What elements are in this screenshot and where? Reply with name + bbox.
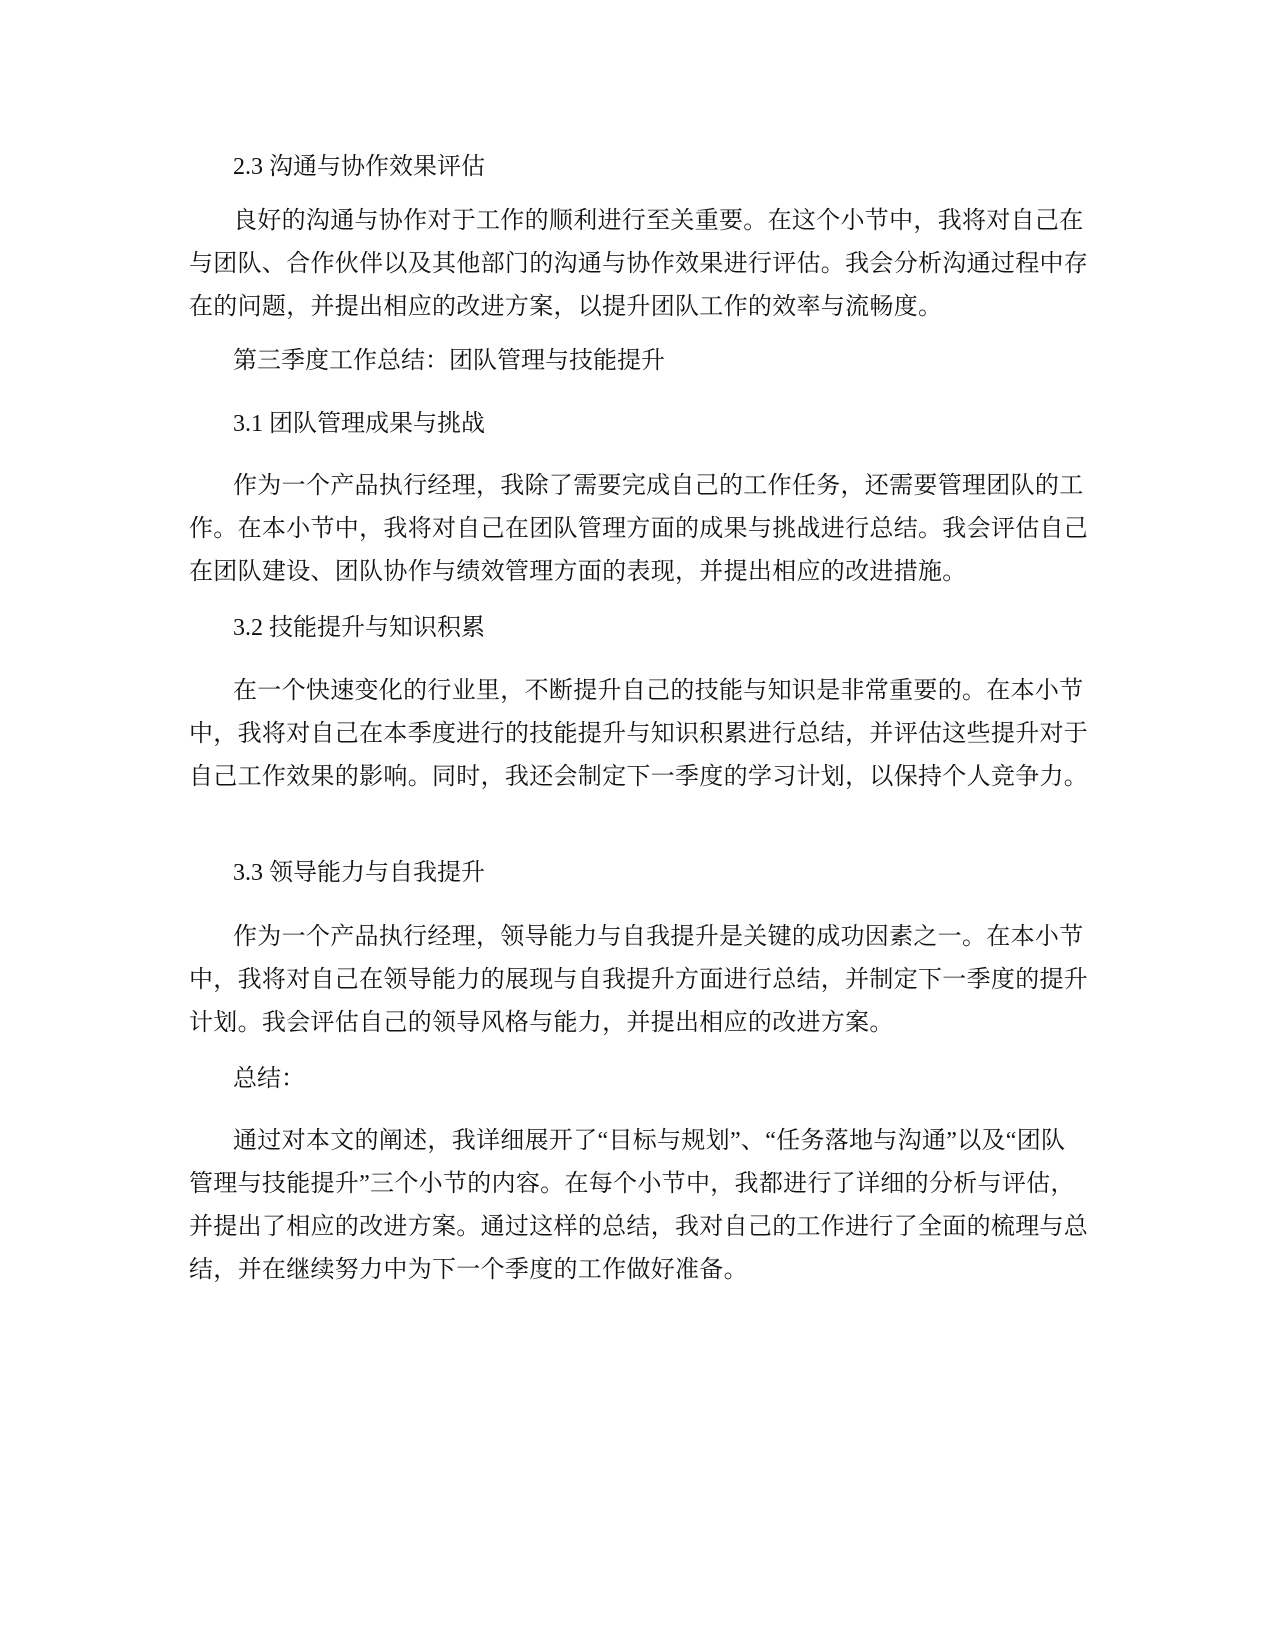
paragraph-leadership bbox=[189, 916, 1089, 1045]
paragraph-summary bbox=[189, 1120, 1089, 1292]
paragraph-text: 作为一个产品执行经理，我除了需要完成自己的工作任务，还需要管理团队的工作。在本小节中，我将对自己在团队管理方面的成果与挑战进行总结。我会评估自己在团队建设、团队协作与绩效管理方面的表现，并提出相应的改进措施。 bbox=[189, 473, 1089, 585]
section-heading-3-3: 3.3 领导能力与自我提升 bbox=[233, 860, 485, 886]
paragraph-text: 在一个快速变化的行业里，不断提升自己的技能与知识是非常重要的。在本小节中，我将对自己在本季度进行的技能提升与知识积累进行总结，并评估这些提升对于自己工作效果的影响。同时，我还会制定下一季度的学习计划，以保持个人竞争力。 bbox=[189, 678, 1089, 790]
paragraph-text: 良好的沟通与协作对于工作的顺利进行至关重要。在这个小节中，我将对自己在与团队、合作伙伴以及其他部门的沟通与协作效果进行评估。我会分析沟通过程中存在的问题，并提出相应的改进方案，以提升团队工作的效率与流畅度。 bbox=[189, 208, 1089, 320]
section-heading-2-3: 2.3 沟通与协作效果评估 bbox=[233, 154, 485, 180]
paragraph-team-management bbox=[189, 465, 1089, 594]
summary-heading: 总结： bbox=[233, 1066, 305, 1092]
paragraph-communication bbox=[189, 200, 1089, 329]
paragraph-skills bbox=[189, 670, 1089, 799]
section-heading-3-2: 3.2 技能提升与知识积累 bbox=[233, 615, 485, 641]
section-heading-3-1: 3.1 团队管理成果与挑战 bbox=[233, 411, 485, 437]
chapter-title-q3: 第三季度工作总结：团队管理与技能提升 bbox=[233, 348, 665, 374]
paragraph-text: 通过对本文的阐述，我详细展开了“目标与规划”、“任务落地与沟通”以及“团队管理与技能提升”三个小节的内容。在每个小节中，我都进行了详细的分析与评估，并提出了相应的改进方案。通过这样的总结，我对自己的工作进行了全面的梳理与总结，并在继续努力中为下一个季度的工作做好准备。 bbox=[189, 1128, 1089, 1283]
paragraph-text: 作为一个产品执行经理，领导能力与自我提升是关键的成功因素之一。在本小节中，我将对自己在领导能力的展现与自我提升方面进行总结，并制定下一季度的提升计划。我会评估自己的领导风格与能力，并提出相应的改进方案。 bbox=[189, 924, 1089, 1036]
